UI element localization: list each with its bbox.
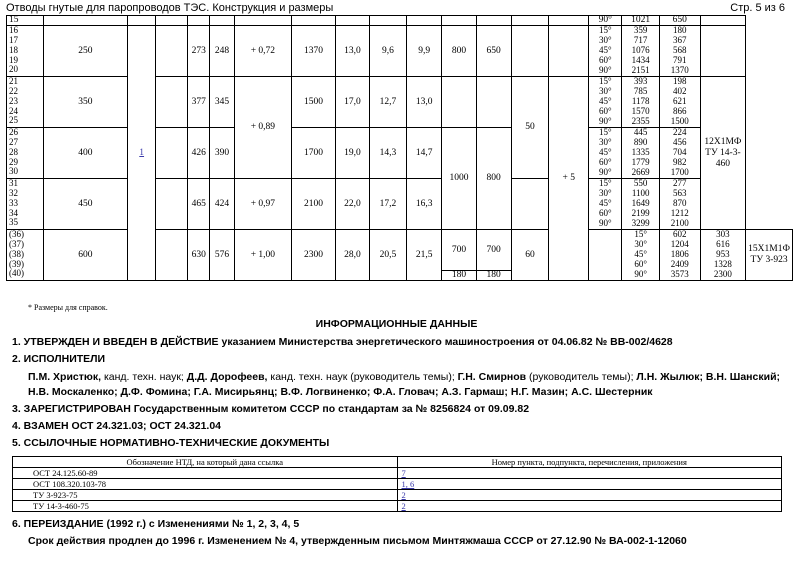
info-title: ИНФОРМАЦИОННЫЕ ДАННЫЕ [315,318,478,330]
table-row: ОСТ 108.320.103-78 1, 6 [13,479,782,490]
ref-link[interactable]: 7 [401,468,406,478]
table-row: 31 32 33 34 35 450 465 424 + 0,97 2100 22,0 17,2 16,3 15° 30° 45° 60° 90° 550 1100 1649 2199 3299 277 563 870 1212 2100 [7,179,793,230]
table-row: (36) (37) (38) (39) (40) 600 630 576 + 1,00 2300 28,0 20,5 21,5 700 180 700 180 60 15° 30° 45° 60° 90° 602 1204 1806 2409 3573 303 616 953 1328 2300 15Х1М1Ф ТУ 3-923 [7,230,793,281]
row-number: 15 [7,16,44,26]
info-item-5: 5. ССЫЛОЧНЫЕ НОРМАТИВНО-ТЕХНИЧЕСКИЕ ДОКУМЕНТЫ [12,437,330,449]
executors-list: П.М. Христюк, канд. техн. наук; Д.Д. Дорофеев, канд. техн. наук (руководитель темы); Г.Н. Смирнов (руководитель темы); Л.Н. Жылюк; В.Н. Шанский; Н.В. Москаленко; Д.Ф. Фомина; Г.А. Мисирьянц; В.Ф. Логвиненко; Ф.А. Гловач; А.З. Гармаш; Н.Г. Мазин; А.С. Шестерник [28,371,781,398]
table-row: ТУ 3-923-75 2 [13,490,782,501]
dimensions-table [6,15,793,281]
dn-cell: 250 [43,26,127,77]
ref-link[interactable]: 2 [401,490,406,500]
table-row: 21 22 23 24 25 350 377 345 + 0,89 1500 17,0 12,7 13,0 50 + 5 15° 30° 45° 60° 90° 393 785 1178 1570 2355 198 402 621 866 1500 12Х1МФ ТУ 14-3-460 [7,77,793,128]
info-item-4: 4. ВЗАМЕН ОСТ 24.321.03; ОСТ 24.321.04 [12,420,222,432]
table-row: ОСТ 24.125.60-89 7 [13,468,782,479]
length-cell: 1021 [622,16,660,26]
info-item-3: 3. ЗАРЕГИСТРИРОВАН Государственным комитетом СССР по стандартам за № 8256824 от 09.09.82 [12,403,530,415]
table-row: 16 17 18 19 20 250 1 273 248 + 0,72 1370 13,0 9,6 9,9 800 650 15° 30° 45° 60° 90° 359 717 1076 1434 2151 180 367 568 791 1370 [7,26,793,77]
page-number: Стр. 5 из 6 [730,2,785,14]
steel-grade: 12Х1МФ ТУ 14-3-460 [700,77,746,230]
footnote: * Размеры для справок. [28,303,108,312]
document-title: Отводы гнутые для паропроводов ТЭС. Конструкция и размеры [6,2,334,14]
exec-cell [127,26,156,281]
info-item-2: 2. ИСПОЛНИТЕЛИ [12,353,106,365]
page-header [6,0,785,14]
ref-link[interactable]: 1, 6 [401,479,415,489]
table-header-row: Обозначение НТД, на который дана ссылка Номер пункта, подпункта, перечисления, приложения [13,457,782,468]
table-row: 26 27 28 29 30 400 426 390 1700 19,0 14,3 14,7 1000 800 15° 30° 45° 60° 90° 445 890 1335 1779 2669 224 456 704 982 1700 [7,128,793,179]
validity-note: Срок действия продлен до 1996 г. Изменением № 4, утвержденным письмом Минтяжмаша СССР от 27.12.90 № ВА-002-1-12060 [28,535,687,547]
info-item-6: 6. ПЕРЕИЗДАНИЕ (1992 г.) с Изменениями № 1, 2, 3, 4, 5 [12,518,300,530]
references-table [12,456,782,512]
angle-cell: 90° [589,16,622,26]
steel-grade: 15Х1М1Ф ТУ 3-923 [746,230,793,281]
length-cell: 650 [659,16,700,26]
ref-link[interactable]: 2 [401,501,406,511]
execution-link[interactable]: 1 [139,147,145,158]
info-item-1: 1. УТВЕРЖДЕН И ВВЕДЕН В ДЕЙСТВИЕ указанием Министерства энергетического машиностроения от 04.06.82 № ВВ-002/4628 [12,336,673,348]
table-row: ТУ 14-3-460-75 2 [13,501,782,512]
table-row [7,16,793,26]
